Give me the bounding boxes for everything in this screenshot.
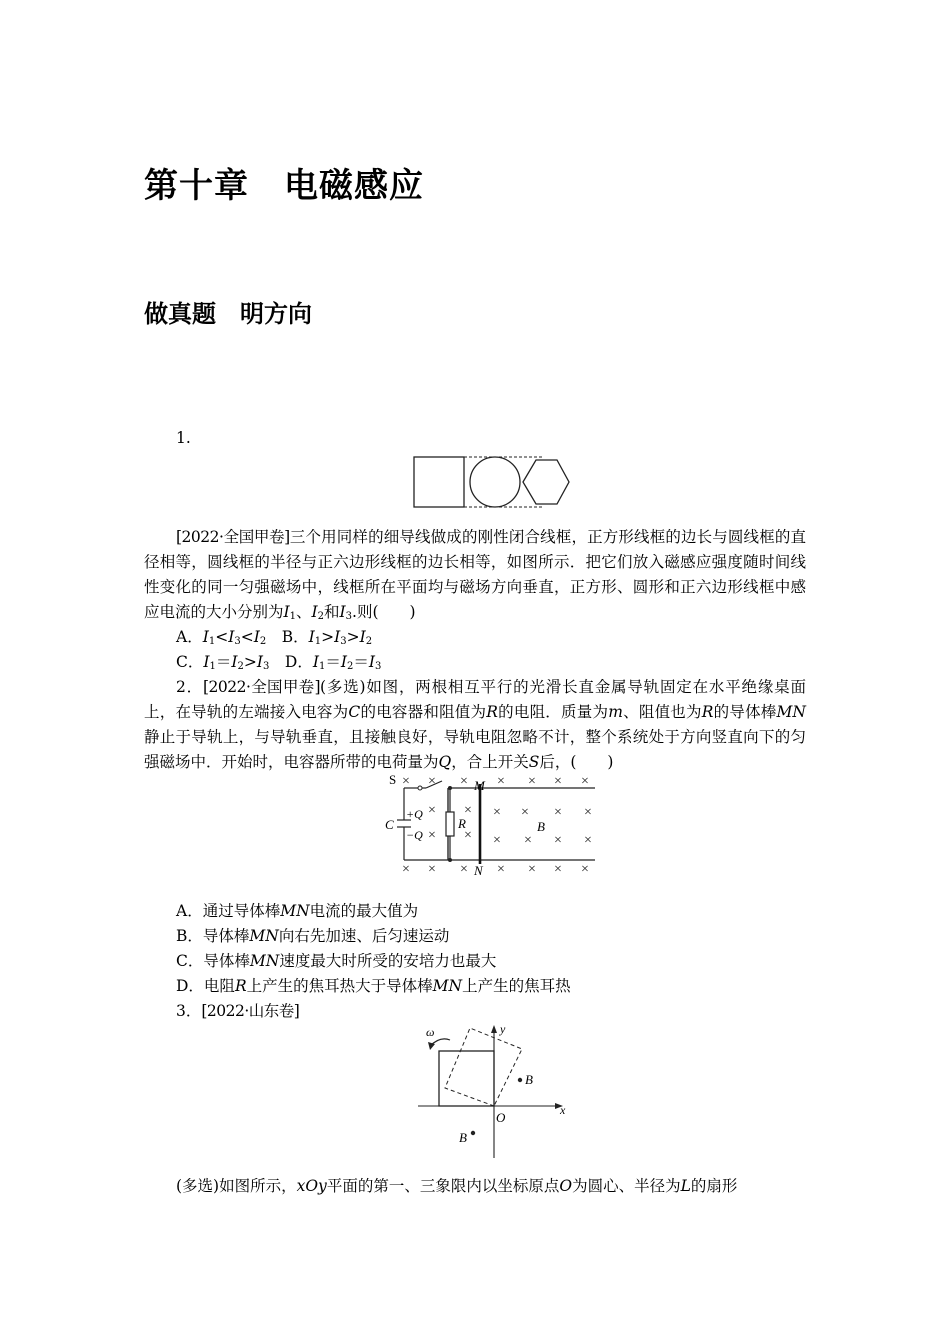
label-b-lower: B: [459, 1130, 467, 1145]
field-crosses: [402, 774, 592, 877]
q1-options-ab: A．$I_1<I_3<I_2$ B．$I_1>I_3>I_2$: [176, 628, 373, 647]
label-n: N: [474, 863, 483, 878]
svg-text:×: ×: [402, 774, 410, 789]
svg-text:×: ×: [460, 862, 468, 877]
label-m: M: [474, 778, 485, 793]
label-b-upper: B: [525, 1072, 533, 1087]
section-title: 做真题 明方向: [144, 299, 312, 328]
svg-text:×: ×: [460, 774, 468, 789]
svg-text:×: ×: [554, 862, 562, 877]
label-b: B: [537, 819, 545, 834]
question-1-text: [2022·全国甲卷]三个用同样的细导线做成的刚性闭合线框，正方形线框的边长与圆线框的直径相等，圆线框的半径与正六边形线框的边长相等，如图所示．把它们放入磁感应强度随时间线性变化的同一匀强磁场中，线框所在平面均与磁场方向垂直，正方形、圆形和正六边形线框中感应电流的大小分别为$I_1$、$I_2$和$I_3$.则( ): [144, 528, 806, 622]
svg-text:×: ×: [528, 862, 536, 877]
label-s: S: [389, 774, 397, 787]
square-frame: [414, 457, 464, 507]
label-minus-q: −Q: [406, 828, 423, 842]
svg-text:×: ×: [428, 862, 436, 877]
svg-text:×: ×: [464, 828, 472, 843]
resistor: [446, 812, 454, 836]
label-omega: ω: [426, 1025, 435, 1039]
svg-text:×: ×: [521, 805, 529, 820]
circle-frame: [470, 457, 520, 507]
q1-options-cd: C．$I_1=I_2>I_3$ D．$I_1=I_2=I_3$: [176, 653, 382, 672]
question-3-text: (多选)如图所示，xOy平面的第一、三象限内以坐标原点O为圆心、半径为L的扇形: [176, 1177, 738, 1195]
q2-option-c: C．导体棒MN速度最大时所受的安培力也最大: [176, 952, 497, 970]
rotated-square-dashed: [445, 1028, 522, 1106]
svg-text:×: ×: [554, 805, 562, 820]
square-loop: [439, 1051, 494, 1106]
question-1-number: 1.: [176, 429, 191, 447]
chapter-title: 第十章 电磁感应: [144, 166, 424, 206]
svg-text:×: ×: [581, 774, 589, 789]
label-x: x: [560, 1103, 566, 1117]
svg-text:×: ×: [428, 828, 436, 843]
svg-text:×: ×: [497, 862, 505, 877]
switch-pivot: [418, 786, 422, 790]
q2-option-b: B．导体棒MN向右先加速、后匀速运动: [176, 927, 450, 945]
q1-body: 三个用同样的细导线做成的刚性闭合线框，正方形线框的边长与圆线框的直径相等，圆线框的半径与正六边形线框的边长相等，如图所示．把它们放入磁感应强度随时间线性变化的同一匀强磁场中，线框所在平面均与磁场方向垂直，正方形、圆形和正六边形线框中感应电流的大小分别为: [144, 528, 806, 621]
svg-text:×: ×: [428, 774, 436, 789]
q3-source: [2022·山东卷]: [201, 1002, 300, 1020]
q2-option-a: A．通过导体棒MN电流的最大值为: [176, 902, 419, 920]
hexagon-frame: [523, 460, 569, 504]
svg-text:×: ×: [554, 833, 562, 848]
question-2-text: 2．[2022·全国甲卷](多选)如图，两根相互平行的光滑长直金属导轨固定在水平绝缘桌面上，在导轨的左端接入电容为C的电容器和阻值为R的电阻．质量为m、阻值也为R的导体棒MN静止于导轨上，与导轨垂直，且接触良好，导轨电阻忽略不计，整个系统处于方向竖直向下的匀强磁场中．开始时，电容器所带的电荷量为Q，合上开关S后，( ): [144, 678, 806, 771]
q1-figure: [405, 450, 580, 514]
svg-text:×: ×: [464, 803, 472, 818]
svg-text:×: ×: [584, 833, 592, 848]
svg-text:×: ×: [493, 805, 501, 820]
q2-source: [2022·全国甲卷]: [203, 678, 321, 696]
q2-circuit-figure: [380, 774, 605, 878]
q1-source: [2022·全国甲卷]: [176, 528, 290, 546]
svg-text:×: ×: [402, 862, 410, 877]
svg-text:×: ×: [497, 774, 505, 789]
svg-text:×: ×: [528, 774, 536, 789]
svg-text:×: ×: [584, 805, 592, 820]
svg-text:×: ×: [493, 833, 501, 848]
svg-text:×: ×: [554, 774, 562, 789]
svg-text:×: ×: [581, 862, 589, 877]
q3-figure: [410, 1022, 575, 1162]
label-y: y: [500, 1022, 506, 1036]
label-plus-q: +Q: [406, 807, 423, 821]
question-3-header: 3．[2022·山东卷]: [176, 1002, 300, 1020]
label-o: O: [496, 1110, 506, 1125]
q2-option-d: D．电阻R上产生的焦耳热大于导体棒MN上产生的焦耳热: [176, 977, 571, 995]
svg-text:×: ×: [428, 803, 436, 818]
label-r: R: [458, 816, 466, 831]
label-c: C: [385, 817, 394, 832]
svg-text:×: ×: [524, 833, 532, 848]
